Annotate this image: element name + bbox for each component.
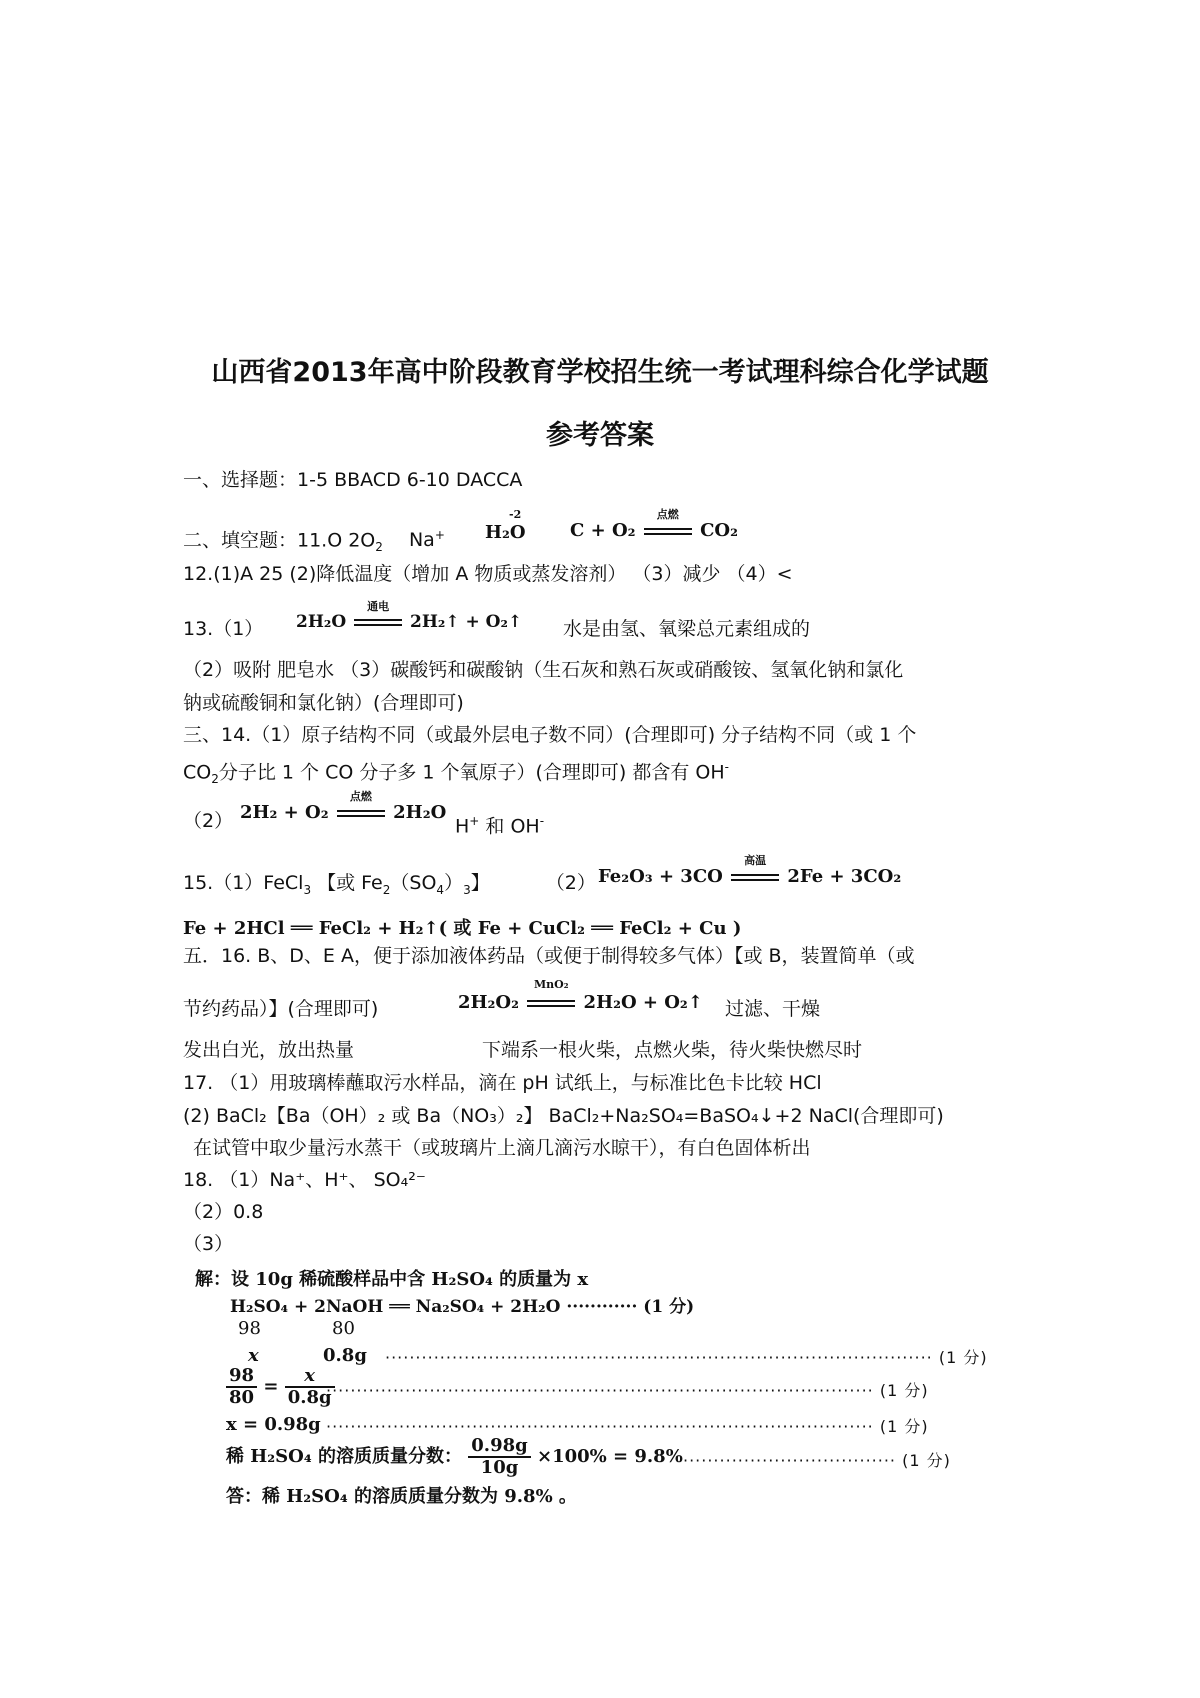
eq-el-left: 2H₂O xyxy=(296,612,347,632)
sol-score-4: ··································· (1 分) xyxy=(683,1451,951,1470)
sol-frac-den: 10g xyxy=(480,1457,519,1478)
line-16-1: 五．16. B、D、E A，便于添加液体药品（或便于制得较多气体）【或 B，装置简单（或 xyxy=(183,945,915,967)
line-13-1: 13.（1） xyxy=(183,618,264,640)
fill-11-na-sup: + xyxy=(434,528,445,542)
sol-mr-2: 80 xyxy=(332,1318,355,1339)
eq-h2-left: 2H₂ + O₂ xyxy=(240,802,329,823)
so4-text: （SO xyxy=(390,872,437,894)
ratio-eq: = xyxy=(263,1376,279,1397)
eq-fe-cond: 高温 xyxy=(744,854,767,867)
sol-frac-post: ×100% = 9.8% xyxy=(537,1446,683,1467)
line-17-2: (2) BaCl₂【Ba（OH）₂ 或 Ba（NO₃）₂】 BaCl₂+Na₂SO₄=BaSO₄↓+2 NaCl(合理即可) xyxy=(183,1105,944,1127)
sol-result: x = 0.98g xyxy=(226,1414,321,1435)
eq-fe-reduction xyxy=(598,854,902,887)
sol-equation: H₂SO₄ + 2NaOH ══ Na₂SO₄ + 2H₂O ············ (1 分) xyxy=(230,1297,695,1317)
line-12: 12.(1)A 25 (2)降低温度（增加 A 物质或蒸发溶剂） （3）减少 （4）< xyxy=(183,563,793,585)
line-14-1b: $CO_2$分子比 1 个 CO 分子多 1 个氧原子）(合理即可) 都含有 OH- xyxy=(183,760,730,787)
sol-fraction xyxy=(226,1436,683,1478)
line-16-3a: 发出白光，放出热量 xyxy=(183,1039,355,1061)
line-16-3b: 下端系一根火柴，点燃火柴，待火柴快燃尽时 xyxy=(482,1039,863,1061)
eq-el-cond: 通电 xyxy=(367,600,390,613)
line-18-3: （3） xyxy=(183,1233,234,1255)
paren-close: ） xyxy=(444,872,464,894)
eq-el-right: 2H₂↑ + O₂↑ xyxy=(410,612,523,632)
line-18-2: （2）0.8 xyxy=(183,1201,264,1223)
sol-frac-num: 0.98g xyxy=(468,1436,530,1458)
sol-x: x xyxy=(248,1345,259,1366)
eq-h2-right: 2H₂O xyxy=(393,802,447,823)
line-fill-11 xyxy=(183,523,445,559)
fecl3: 15.（1）FeCl xyxy=(183,872,304,894)
sol-score-2: ·························································································· (1 分) xyxy=(326,1381,929,1400)
line-16-2: 节约药品）】(合理即可) xyxy=(183,998,379,1020)
line-13-post: 水是由氢、氧梁总元素组成的 xyxy=(563,618,811,640)
sol-setup: 解：设 10g 稀硫酸样品中含 H₂SO₄ 的质量为 x xyxy=(195,1269,589,1290)
eq-h2o-valence: -2 xyxy=(509,508,522,521)
h-ion: H xyxy=(455,815,470,838)
ratio-den: 80 xyxy=(229,1387,255,1408)
eq-h2o2-left: 2H₂O₂ xyxy=(458,992,519,1013)
sol-score-3: ·························································································· (1 分) xyxy=(326,1417,929,1436)
eq-fe-hcl: Fe + 2HCl ══ FeCl₂ + H₂↑( 或 Fe + CuCl₂ ══ FeCl₂ + Cu ) xyxy=(183,918,742,939)
eq-h2-cond: 点燃 xyxy=(349,790,372,803)
line-14-1: 三、14.（1）原子结构不同（或最外层电子数不同）(合理即可) 分子结构不同（或 1 个 xyxy=(183,724,917,746)
eq-fe-left: Fe₂O₃ + 3CO xyxy=(598,866,723,887)
line-18-1: 18. （1）Na⁺、H⁺、 SO₄²⁻ xyxy=(183,1169,426,1191)
line-17-3: 在试管中取少量污水蒸干（或玻璃片上滴几滴污水晾干），有白色固体析出 xyxy=(193,1137,811,1159)
sol-ratio xyxy=(226,1366,335,1408)
eq-h2o2 xyxy=(458,978,703,1013)
oh-ion: 和 OH xyxy=(479,815,540,838)
eq-c-right: CO₂ xyxy=(700,520,738,541)
eq-fe-right: 2Fe + 3CO₂ xyxy=(787,866,902,887)
eq-h2o-formula: H₂O xyxy=(485,522,526,543)
sol-mass: 0.8g xyxy=(323,1345,367,1366)
line-17-1: 17. （1）用玻璃棒蘸取污水样品，滴在 pH 试纸上，与标准比色卡比较 HCl xyxy=(183,1072,822,1094)
line-14-2: （2） xyxy=(183,810,234,832)
sol-frac-pre: 稀 H₂SO₄ 的溶质质量分数： xyxy=(226,1446,462,1467)
ratio-num: 98 xyxy=(226,1366,257,1388)
fill-11-na: Na xyxy=(408,529,435,552)
eq-c-cond: 点燃 xyxy=(656,508,679,521)
line-15-2-label: （2） xyxy=(545,872,596,894)
fill-11-sub: 2 xyxy=(375,540,383,555)
page-title: 山西省2013年高中阶段教育学校招生统一考试理科综合化学试题 xyxy=(211,357,989,388)
eq-electrolysis xyxy=(296,600,523,632)
eq-c-left: C + O₂ xyxy=(570,520,636,541)
bracket-close: 】 xyxy=(470,872,490,894)
line-16-2-post: 过滤、干燥 xyxy=(725,998,821,1020)
eq-c-burn xyxy=(570,508,738,541)
page-subtitle: 参考答案 xyxy=(546,420,654,451)
line-13-2: （2）吸附 肥皂水 （3）碳酸钙和碳酸钠（生石灰和熟石灰或硝酸铵、氢氧化钠和氯化 xyxy=(183,659,904,681)
line-14-2-post: H+ 和 OH- xyxy=(455,814,545,838)
sol-mr-1: 98 xyxy=(238,1318,261,1339)
eq-h2o xyxy=(485,508,526,543)
eq-h2o2-right: 2H₂O + O₂↑ xyxy=(583,992,703,1013)
eq-h2o2-cond: MnO₂ xyxy=(533,978,569,991)
sol-score-1: ·························································································· (1 分) xyxy=(385,1348,988,1367)
ratio-num2: x xyxy=(285,1366,335,1388)
fe2-text: 【或 Fe xyxy=(311,872,383,894)
line-13-2b: 钠或硫酸铜和氯化钠）(合理即可) xyxy=(183,692,464,714)
line-14-1b-text: 分子比 1 个 CO 分子多 1 个氧原子）(合理即可) 都含有 OH xyxy=(218,761,725,784)
line-choice: 一、选择题：1-5 BBACD 6-10 DACCA xyxy=(183,469,523,491)
line-15-1: 15.（1）FeCl$_3$ 【或 $Fe_2(SO_4)_3$】 （2） xyxy=(183,872,596,897)
eq-h2-burn xyxy=(240,790,447,823)
fill-11-text: 二、填空题：11.O 2O xyxy=(183,529,376,552)
sol-answer: 答：稀 H₂SO₄ 的溶质质量分数为 9.8% 。 xyxy=(226,1486,577,1507)
co2-text: CO xyxy=(183,761,212,784)
ratio-den2: 0.8g xyxy=(287,1387,332,1408)
